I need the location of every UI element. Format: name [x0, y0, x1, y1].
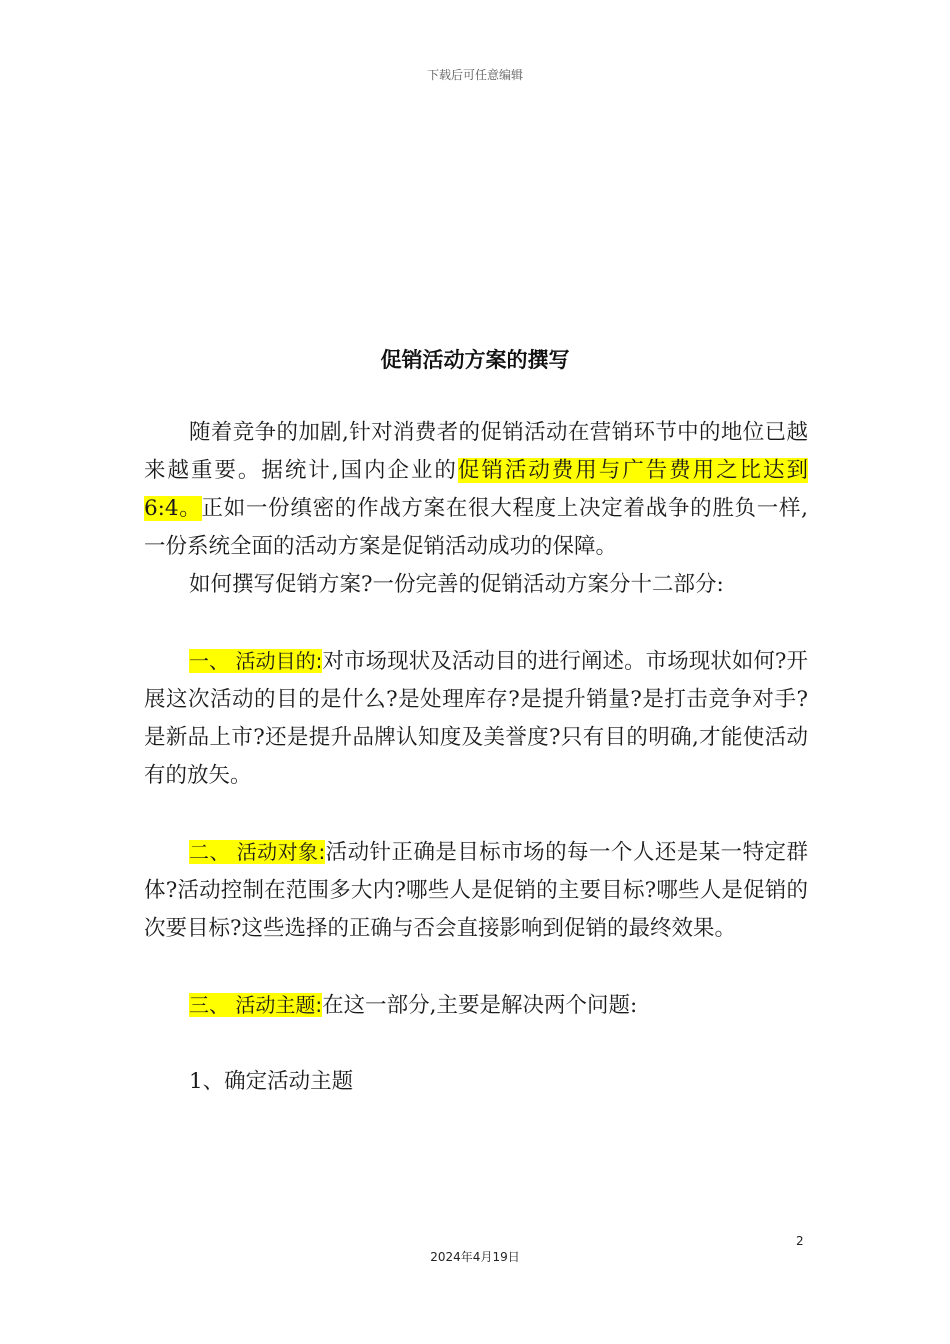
page-number: 2 — [796, 1234, 804, 1248]
subitem-theme: 1、确定活动主题 — [189, 1069, 354, 1094]
intro-text-before: 随着竞争的加剧,针对消费者的促销活动在营销环节中的地位已越来越重要。据统计,国内企业的 — [144, 420, 808, 483]
section-label-theme: 三、 活动主题: — [189, 993, 323, 1017]
section-text-theme: 在这一部分,主要是解决两个问题: — [322, 993, 638, 1018]
highlighted-statistic: 促销活动费用与广告费用之比达到6:4。 — [144, 458, 808, 521]
outline-paragraph: 如何撰写促销方案?一份完善的促销活动方案分十二部分: — [189, 572, 724, 597]
section-theme — [144, 986, 808, 1025]
document-title: 促销活动方案的撰写 — [380, 348, 570, 372]
section-label-audience: 二、 活动对象: — [189, 840, 326, 864]
footer-date: 2024年4月19日 — [430, 1250, 520, 1264]
document-body — [144, 414, 808, 1101]
header-note: 下载后可任意编辑 — [426, 68, 523, 82]
section-text-objective: 对市场现状及活动目的进行阐述。市场现状如何?开展这次活动的目的是什么?是处理库存?是提升销量?是打击竞争对手?是新品上市?还是提升品牌认知度及美誉度?只有目的明确,才能使活动有的放矢。 — [144, 649, 808, 788]
section-label-objective: 一、 活动目的: — [189, 649, 323, 673]
section-text-audience: 活动针正确是目标市场的每一个人还是某一特定群体?活动控制在范围多大内?哪些人是促销的主要目标?哪些人是促销的次要目标?这些选择的正确与否会直接影响到促销的最终效果。 — [144, 840, 808, 941]
intro-paragraph — [144, 414, 808, 566]
section-objective — [144, 642, 808, 795]
intro-text-after: 正如一份缜密的作战方案在很大程度上决定着战争的胜负一样,一份系统全面的活动方案是促销活动成功的保障。 — [144, 496, 808, 559]
section-audience — [144, 833, 808, 948]
